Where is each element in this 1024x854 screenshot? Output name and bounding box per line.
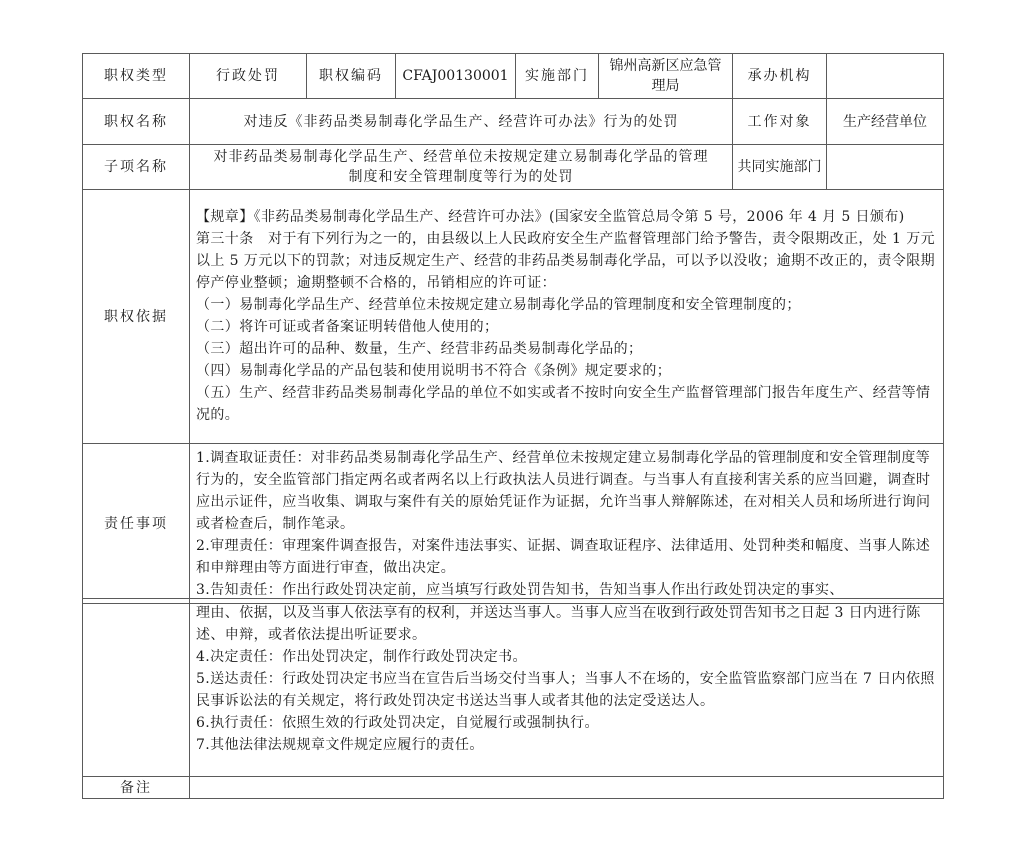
basis-label: 职权依据 [83,190,190,444]
code-label: 职权编码 [307,54,396,99]
authority-table-bottom [82,598,944,799]
basis-item: （一）易制毒化学品生产、经营单位未按规定建立易制毒化学品的管理制度和安全管理制度的； [196,297,801,313]
duty-item: 6.执行责任：依照生效的行政处罚决定，自觉履行或强制执行。 [196,715,599,731]
row-authority-type [83,54,944,99]
duty-item: 1.调查取证责任：对非药品类易制毒化学品生产、经营单位未按规定建立易制毒化学品的管理制度和安全管理制度等行为的，安全监管部门指定两名或者两名以上行政执法人员进行调查。与当事人有直接利害关系的应当回避，调查时应出示证件，应当收集、调取与案件有关的原始凭证作为证据，允许当事人辩解陈述，在对相关人员和场所进行询问或者检查后，制作笔录。 [196,450,931,532]
duty-content-part1 [190,444,944,604]
row-authority-basis [83,190,944,444]
row-duty-items [83,444,944,604]
name-value: 对违反《非药品类易制毒化学品生产、经营许可办法》行为的处罚 [190,99,733,145]
name-label: 职权名称 [83,99,190,145]
duty-label-continued [83,599,190,777]
joint-value [827,145,944,190]
duty-item: 理由、依据，以及当事人依法享有的权利，并送达当事人。当事人应当在收到行政处罚告知书之日起 3 日内进行陈述、申辩，或者依法提出听证要求。 [196,605,921,643]
sub-value: 对非药品类易制毒化学品生产、经营单位未按规定建立易制毒化学品的管理制度和安全管理制度等行为的处罚 [190,145,733,190]
org-label: 承办机构 [733,54,827,99]
org-value [827,54,944,99]
type-value: 行政处罚 [190,54,307,99]
remark-value [190,777,944,799]
dept-label: 实施部门 [516,54,599,99]
type-label: 职权类型 [83,54,190,99]
row-authority-name [83,99,944,145]
duty-label: 责任事项 [83,444,190,604]
basis-item: （二）将许可证或者备案证明转借他人使用的； [196,319,499,335]
duty-item: 2.审理责任：审理案件调查报告，对案件违法事实、证据、调查取证程序、法律适用、处罚种类和幅度、当事人陈述和申辩理由等方面进行审查，做出决定。 [196,538,931,576]
remark-label: 备注 [83,777,190,799]
duty-content-part2 [190,599,944,777]
sub-label: 子项名称 [83,145,190,190]
joint-label: 共同实施部门 [733,145,827,190]
basis-item: （三）超出许可的品种、数量，生产、经营非药品类易制毒化学品的； [196,341,643,357]
row-duty-continued [83,599,944,777]
row-subitem-name [83,145,944,190]
basis-item: （五）生产、经营非药品类易制毒化学品的单位不如实或者不按时向安全生产监督管理部门报告年度生产、经营等情况的。 [196,385,931,423]
duty-item: 3.告知责任：作出行政处罚决定前，应当填写行政处罚告知书，告知当事人作出行政处罚决定的事实、 [196,582,844,598]
duty-item: 4.决定责任：作出处罚决定，制作行政处罚决定书。 [196,649,527,665]
row-remark [83,777,944,799]
authority-table-top [82,53,944,604]
basis-item: （四）易制毒化学品的产品包装和使用说明书不符合《条例》规定要求的； [196,363,672,379]
dept-value: 锦州高新区应急管理局 [599,54,733,99]
target-label: 工作对象 [733,99,827,145]
target-value: 生产经营单位 [827,99,944,145]
code-value: CFAJ00130001 [396,54,516,99]
duty-item: 7.其他法律法规规章文件规定应履行的责任。 [196,737,484,753]
basis-paragraph: 【规章】《非药品类易制毒化学品生产、经营许可办法》(国家安全监管总局令第 5 号，2006 年 4 月 5 日颁布) 第三十条 对于有下列行为之一的，由县级以上人民政府安全生产监督管理部门给予警告，责令限期改正，处 1 万元以上 5 万元以下的罚款；对违反规定生产、经营的非药品类易制毒化学品，可以予以没收；逾期不改正的，责令限期停产停业整顿；逾期整顿不合格的，吊销相应的许可证： [196,209,936,291]
duty-item: 5.送达责任：行政处罚决定书应当在宣告后当场交付当事人；当事人不在场的，安全监管监察部门应当在 7 日内依照民事诉讼法的有关规定，将行政处罚决定书送达当事人或者其他的法定受送达人。 [196,671,935,709]
basis-content [190,190,944,444]
